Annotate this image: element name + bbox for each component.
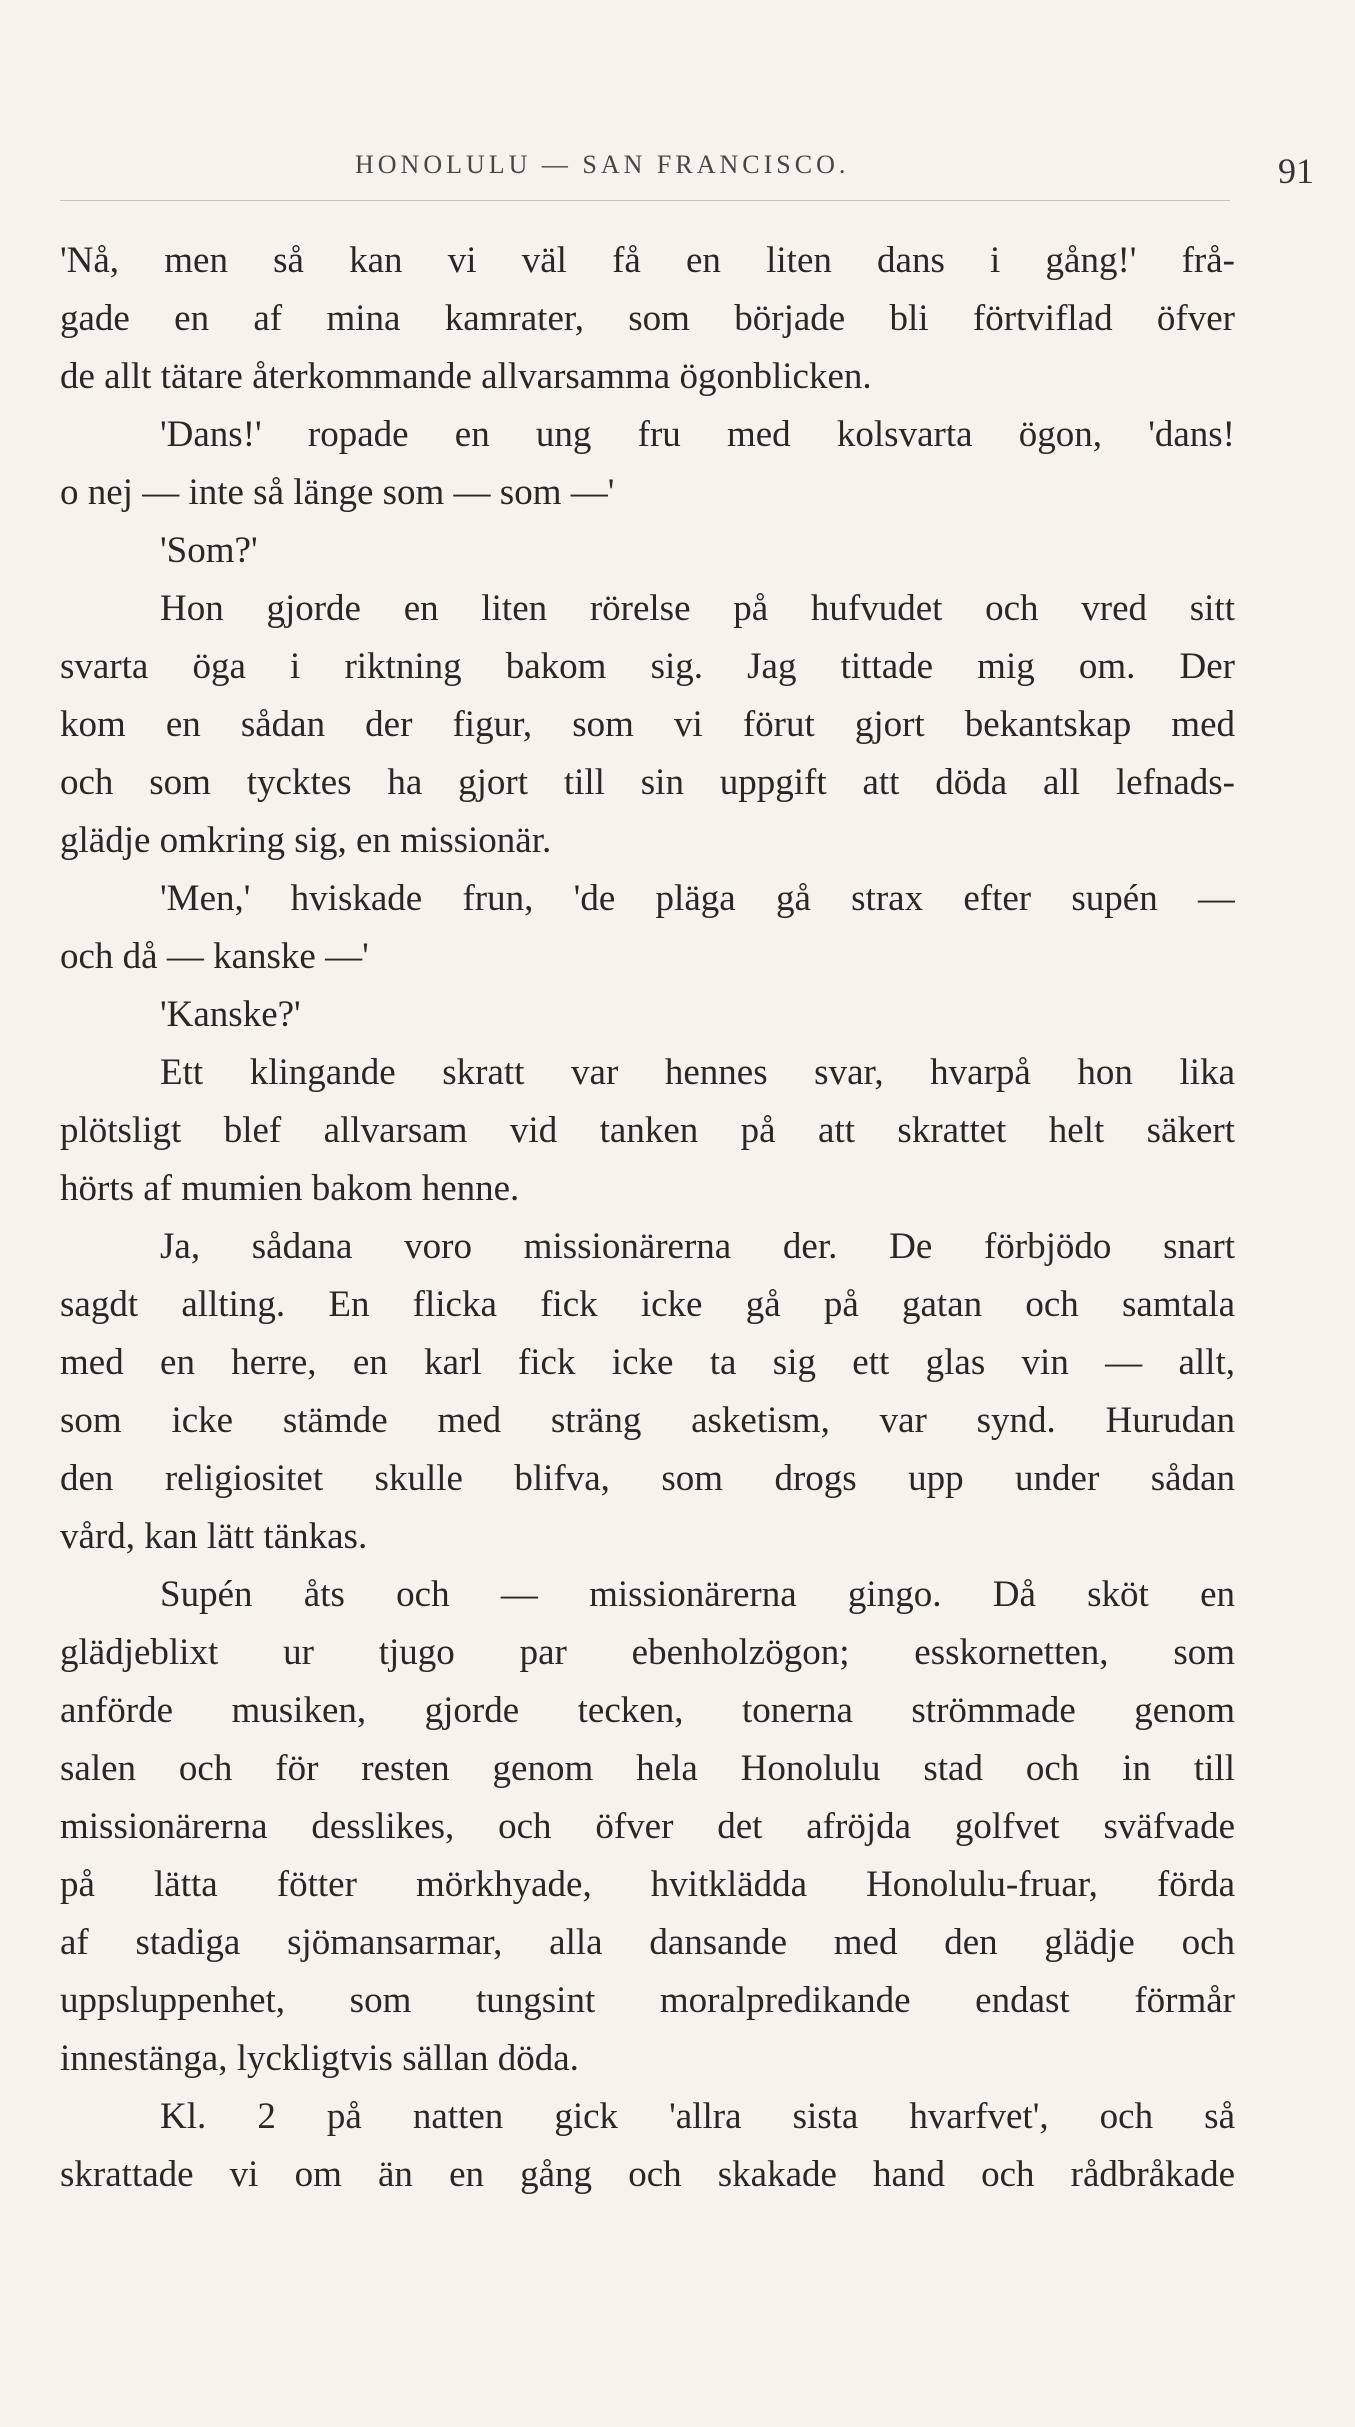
text-line: Ett klingande skratt var hennes svar, hvarpå hon lika	[160, 1052, 1235, 1093]
text-line: 'Som?'	[160, 530, 258, 571]
text-line: 'Men,' hviskade frun, 'de pläga gå strax efter supén —	[160, 878, 1235, 919]
text-line: vård, kan lätt tänkas.	[60, 1516, 368, 1557]
text-line: glädjeblixt ur tjugo par ebenholzögon; esskornetten, som	[60, 1632, 1235, 1673]
text-line: innestänga, lyckligtvis sällan döda.	[60, 2038, 579, 2079]
text-line: plötsligt blef allvarsam vid tanken på att skrattet helt säkert	[60, 1110, 1235, 1151]
text-line: som icke stämde med sträng asketism, var synd. Hurudan	[60, 1400, 1235, 1441]
text-line: Hon gjorde en liten rörelse på hufvudet och vred sitt	[160, 588, 1235, 629]
text-line: Ja, sådana voro missionärerna der. De förbjödo snart	[160, 1226, 1235, 1267]
text-line: den religiositet skulle blifva, som drogs upp under sådan	[60, 1458, 1235, 1499]
text-line: uppsluppenhet, som tungsint moralpredikande endast förmår	[60, 1980, 1235, 2021]
body-text	[60, 232, 1235, 2204]
text-line: kom en sådan der figur, som vi förut gjort bekantskap med	[60, 704, 1235, 745]
text-line: med en herre, en karl fick icke ta sig ett glas vin — allt,	[60, 1342, 1235, 1383]
text-line: Supén åts och — missionärerna gingo. Då sköt en	[160, 1574, 1235, 1615]
text-line: af stadiga sjömansarmar, alla dansande med den glädje och	[60, 1922, 1235, 1963]
text-line: o nej — inte så länge som — som —'	[60, 472, 615, 513]
header-rule	[60, 200, 1230, 201]
text-line: 'Kanske?'	[160, 994, 301, 1035]
text-line: anförde musiken, gjorde tecken, tonerna strömmade genom	[60, 1690, 1235, 1731]
text-line: de allt tätare återkommande allvarsamma ögonblicken.	[60, 356, 872, 397]
text-line: hörts af mumien bakom henne.	[60, 1168, 520, 1209]
text-line: glädje omkring sig, en missionär.	[60, 820, 552, 861]
text-line: Kl. 2 på natten gick 'allra sista hvarfvet', och så	[160, 2096, 1235, 2137]
text-line: missionärerna desslikes, och öfver det afröjda golfvet sväfvade	[60, 1806, 1235, 1847]
text-line: skrattade vi om än en gång och skakade hand och rådbråkade	[60, 2154, 1235, 2195]
text-line: sagdt allting. En flicka fick icke gå på gatan och samtala	[60, 1284, 1235, 1325]
text-line: och som tycktes ha gjort till sin uppgift att döda all lefnads-	[60, 762, 1235, 803]
text-line: 'Nå, men så kan vi väl få en liten dans i gång!' frå-	[60, 240, 1235, 281]
text-line: och då — kanske —'	[60, 936, 369, 977]
text-line: på lätta fötter mörkhyade, hvitklädda Honolulu-fruar, förda	[60, 1864, 1235, 1905]
text-line: svarta öga i riktning bakom sig. Jag tittade mig om. Der	[60, 646, 1235, 687]
text-line: 'Dans!' ropade en ung fru med kolsvarta ögon, 'dans!	[160, 414, 1235, 455]
running-head: HONOLULU — SAN FRANCISCO.	[355, 150, 850, 179]
page-number: 91	[1278, 151, 1314, 191]
text-line: salen och för resten genom hela Honolulu stad och in till	[60, 1748, 1235, 1789]
text-line: gade en af mina kamrater, som började bli förtviflad öfver	[60, 298, 1235, 339]
